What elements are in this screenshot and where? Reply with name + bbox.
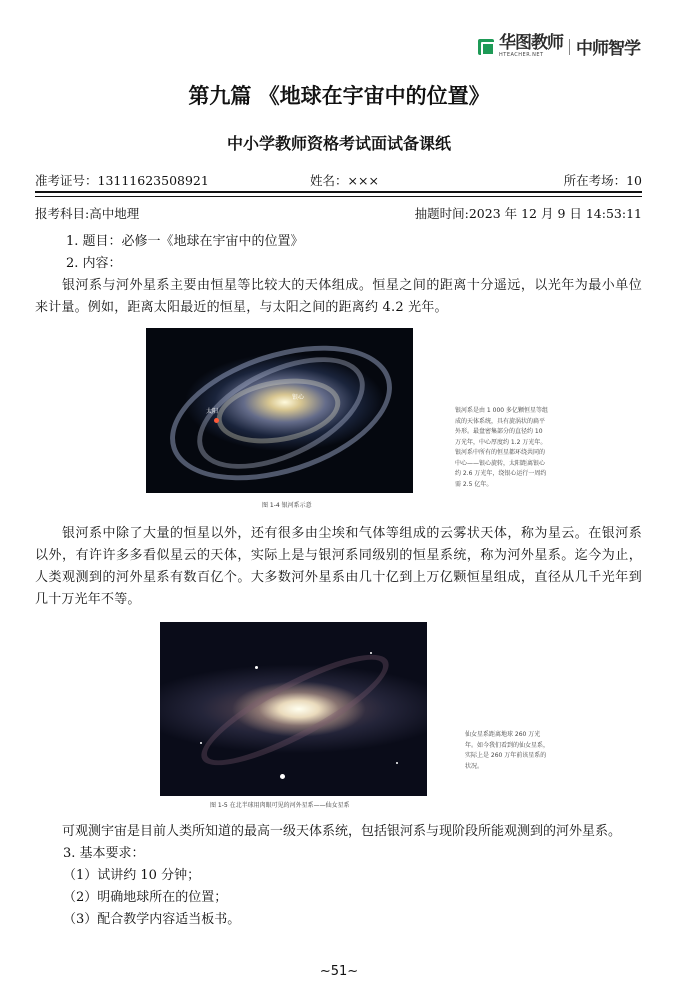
exam-room: 所在考场：10 (563, 173, 642, 188)
star (280, 774, 285, 779)
logo-icon (478, 39, 494, 55)
page-title: 第九篇 《地球在宇宙中的位置》 (188, 84, 490, 108)
galaxy-disk (189, 636, 401, 784)
star (370, 652, 372, 654)
figure-1-note: 银河系是由 1 000 多亿颗恒星等组成的天体系统，具有旋涡状的扁平外形。最盘密集部分的直径约 10 万光年，中心厚度约 1.2 万光年。银河系中所有的恒星都环绕共同的中心——银心旋转，太阳距离银心约 2.6 万光年，绕银心运行一周约需 2.5 亿年。 (455, 407, 548, 488)
figure-1-caption: 图 1-4 银河系示意 (262, 502, 312, 509)
exam-info-row (35, 204, 642, 222)
milky-way-image (146, 328, 413, 493)
paragraph-3: 可观测宇宙是目前人类所知道的最高一级天体系统，包括银河系与现阶段所能观测到的河外星系。 (62, 824, 622, 839)
exam-subject: 报考科目:高中地理 (35, 206, 140, 221)
andromeda-image (160, 622, 427, 796)
star (255, 666, 258, 669)
logo-divider (569, 39, 570, 55)
candidate-name: 姓名：××× (310, 173, 379, 188)
content-item: 2. 内容： (66, 256, 122, 271)
brand-logo (478, 34, 640, 59)
page-number: ~51~ (319, 964, 359, 979)
topic-item: 1. 题目：必修一《地球在宇宙中的位置》 (66, 234, 304, 249)
sun-marker (214, 418, 219, 423)
figure-2-note: 仙女星系距离地球 260 万光年。如今我们看到的仙女星系，实际上是 260 万年前该星系的状况。 (465, 731, 550, 770)
requirement-2: （2）明确地球所在的位置； (63, 890, 228, 905)
draw-time: 抽题时间:2023 年 12 月 9 日 14:53:11 (414, 206, 642, 221)
paragraph-2: 银河系中除了大量的恒星以外，还有很多由尘埃和气体等组成的云雾状天体，称为星云。在银河系以外，有许许多多看似星云的天体，实际上是与银河系同级别的恒星系统，称为河外星系。迄今为止，人类观测到的河外星系有数百亿个。大多数河外星系由几十亿到上万亿颗恒星组成，直径从几千光年到几十万光年不等。 (35, 526, 642, 607)
logo-text-secondary: 中师智学 (576, 39, 640, 59)
header-divider (35, 191, 642, 197)
star (200, 742, 202, 744)
core-label: 银心 (292, 394, 305, 401)
requirements-heading: 3. 基本要求： (63, 846, 145, 861)
candidate-info-row (35, 171, 642, 189)
paragraph-1: 银河系与河外星系主要由恒星等比较大的天体组成。恒星之间的距离十分遥远，以光年为最小单位来计量。例如，距离太阳最近的恒星，与太阳之间的距离约 4.2 光年。 (35, 278, 642, 315)
star (396, 762, 398, 764)
exam-id: 准考证号：13111623508921 (35, 173, 209, 188)
figure-2-caption: 图 1-5 在北半球用肉眼可见的河外星系——仙女星系 (210, 802, 350, 809)
requirement-3: （3）配合教学内容适当板书。 (63, 912, 241, 927)
page-subtitle: 中小学教师资格考试面试备课纸 (226, 134, 451, 153)
logo-text: 华图教师 (499, 33, 563, 53)
sun-label: 太阳 (206, 408, 219, 415)
requirement-1: （1）试讲约 10 分钟； (63, 868, 201, 883)
logo-domain: HTEACHER.NET (499, 52, 544, 58)
